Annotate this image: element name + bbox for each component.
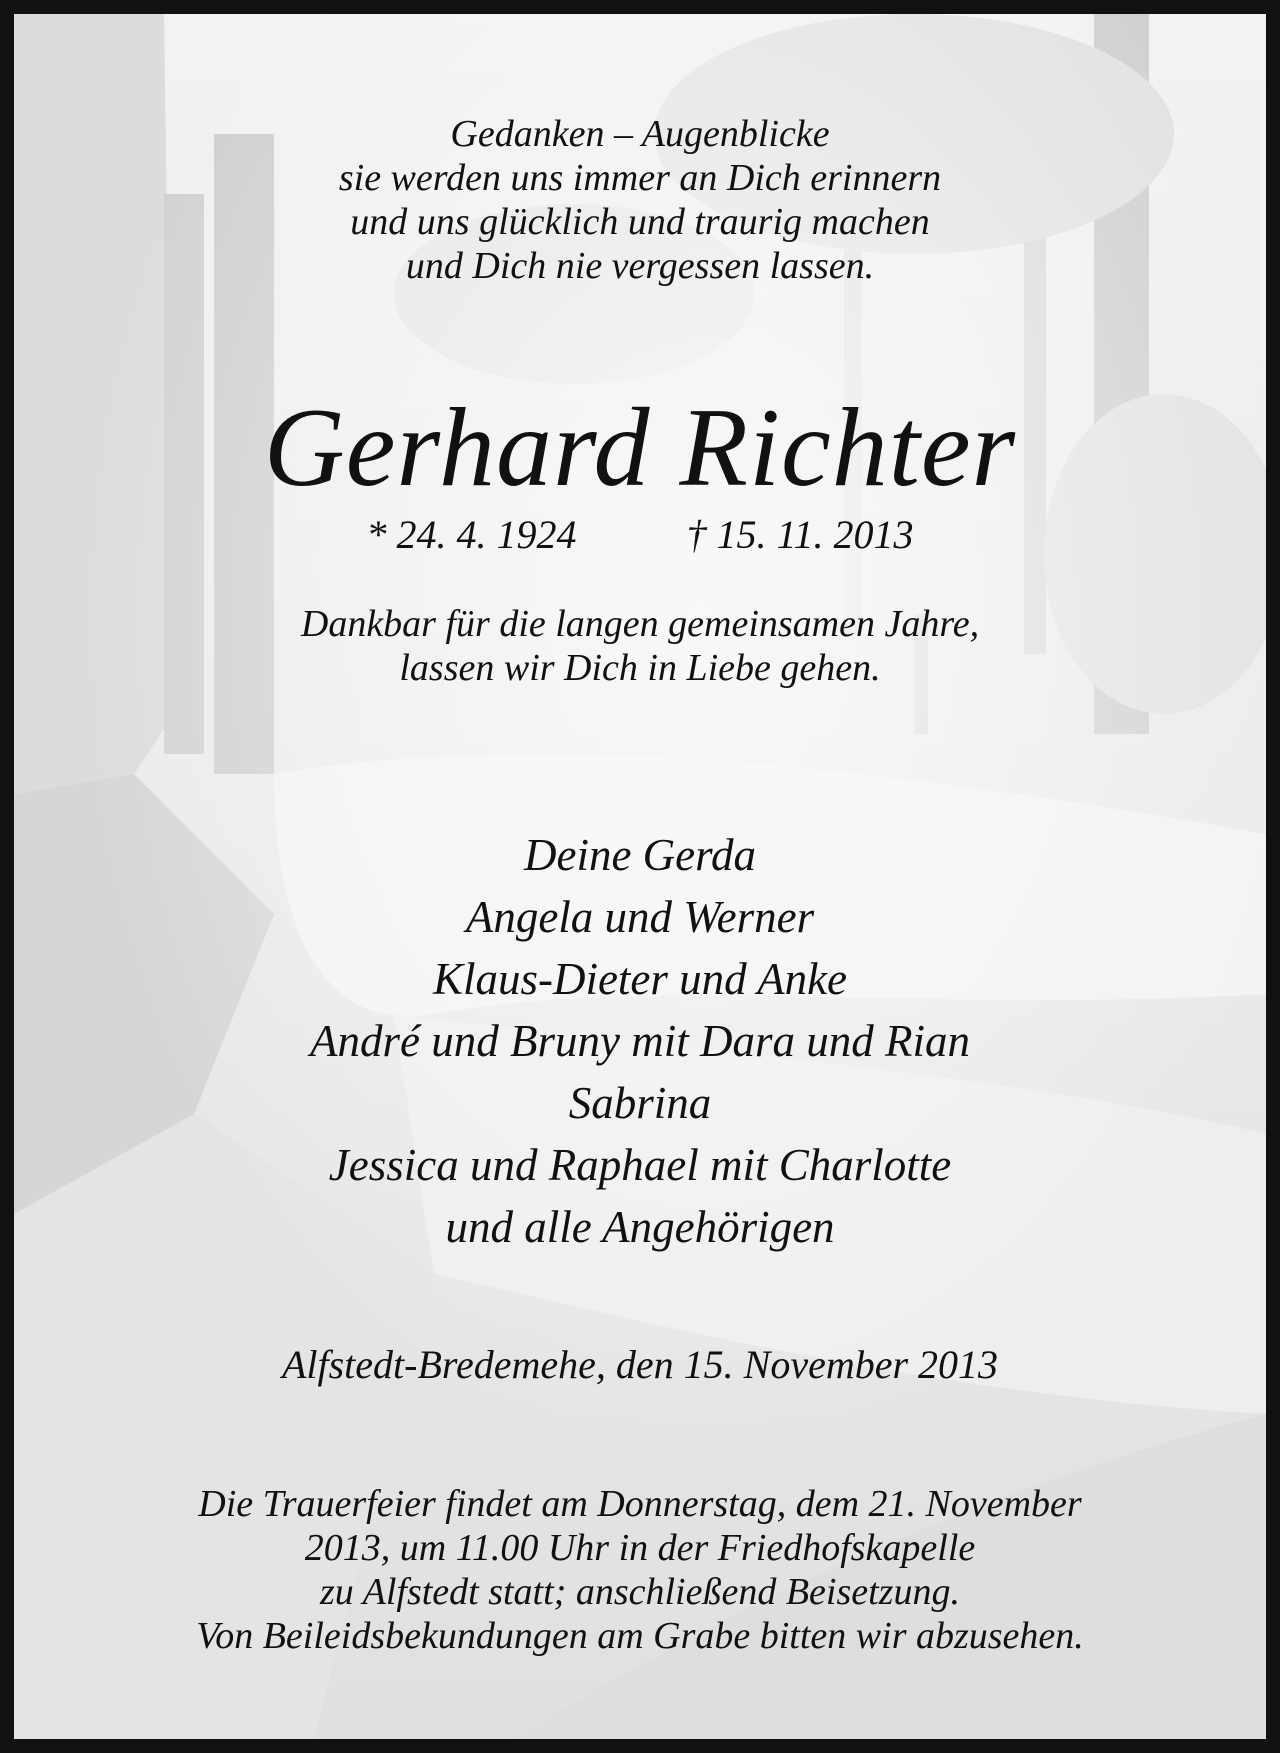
poem-line: sie werden uns immer an Dich erinnern [338, 157, 942, 199]
thanks-line: Dankbar für die langen gemeinsamen Jahre, [300, 603, 980, 645]
service-line: 2013, um 11.00 Uhr in der Friedhofskapelle [304, 1527, 976, 1569]
family-member: und alle Angehörigen [445, 1202, 835, 1252]
funeral-service-info [14, 1482, 1266, 1658]
notice-content [14, 14, 1266, 1739]
thanks-text [14, 602, 1266, 690]
poem-verse [14, 112, 1266, 288]
service-line: Von Beileidsbekundungen am Grabe bitten wir abzusehen. [196, 1615, 1084, 1657]
family-member: Klaus-Dieter und Anke [432, 954, 848, 1004]
poem-line: und uns glücklich und traurig machen [350, 201, 930, 243]
family-member: Jessica und Raphael mit Charlotte [328, 1140, 952, 1190]
poem-line: und Dich nie vergessen lassen. [405, 245, 875, 287]
family-member: André und Bruny mit Dara und Rian [310, 1016, 970, 1066]
poem-line: Gedanken – Augenblicke [450, 113, 830, 155]
birth-date: * 24. 4. 1924 [366, 512, 577, 557]
thanks-line: lassen wir Dich in Liebe gehen. [399, 647, 881, 689]
family-member: Angela und Werner [465, 892, 815, 942]
family-list [14, 824, 1266, 1258]
death-date: † 15. 11. 2013 [686, 512, 914, 557]
family-member: Sabrina [568, 1078, 712, 1128]
deceased-name: Gerhard Richter [263, 386, 1017, 510]
family-member: Deine Gerda [523, 830, 756, 880]
service-line: Die Trauerfeier findet am Donnerstag, dem 21. November [198, 1483, 1082, 1525]
service-line: zu Alfstedt statt; anschließend Beisetzung. [320, 1571, 960, 1613]
life-dates [14, 511, 1266, 559]
place-and-date: Alfstedt-Bredemehe, den 15. November 2013 [281, 1342, 999, 1387]
